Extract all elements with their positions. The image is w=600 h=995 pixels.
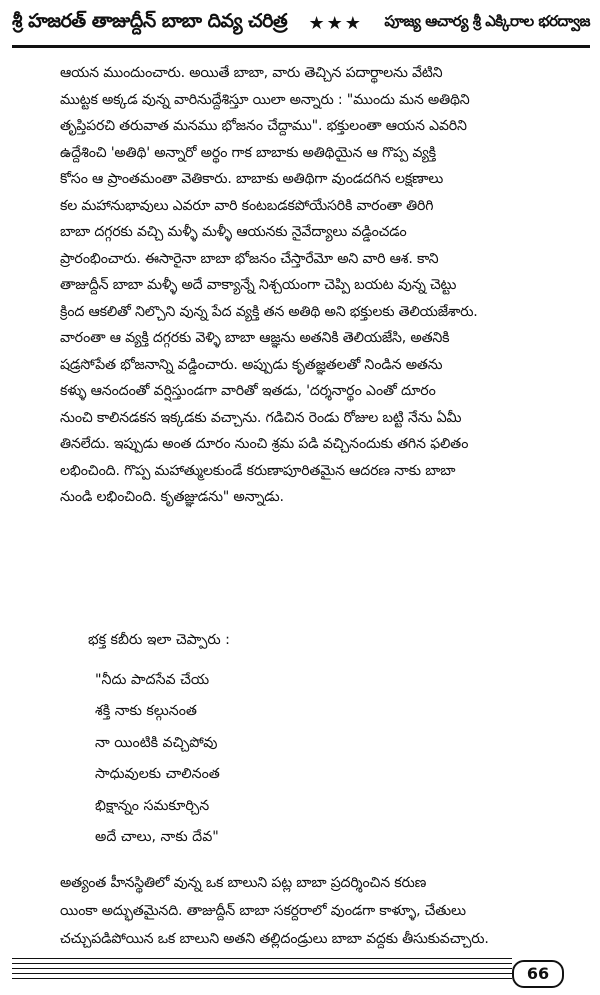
text-line: చచ్చుపడిపోయిన ఒక బాలుని అతని తల్లిదండ్రులు బాబా వద్దకు తీసుకువచ్చారు. [60, 931, 489, 947]
verse-line: అదే చాలు, నాకు దేవ" [95, 828, 219, 845]
book-title: శ్రీ హజరత్ తాజుద్దీన్ బాబా దివ్య చరిత్ర [12, 9, 288, 32]
text-line: ఉద్దేశించి 'అతిథి' అన్నారో అర్థం గాక బాబాకు అతిథియైన ఆ గొప్ప వ్యక్తి [60, 144, 436, 161]
footer-rule-line [12, 968, 512, 969]
text-line: బాబా దగ్గరకు వచ్చి మళ్ళీ మళ్ళీ ఆయనకు నైవేద్యాలు వడ్డించడం [60, 224, 407, 240]
verse-line: భిక్షాన్నం సమకూర్చిన [95, 797, 210, 814]
verse-line: శక్తి నాకు కల్గునంత [95, 703, 197, 720]
text-line: కళ్ళు ఆనందంతో వర్షిస్తుండగా వారితో ఇతడు, 'దర్శనార్థం ఎంతో దూరం [60, 383, 436, 399]
footer-rules [12, 958, 512, 982]
text-line: తినలేదు. ఇప్పుడు అంత దూరం నుంచి శ్రమ పడి వచ్చినందుకు తగిన ఫలితం [60, 436, 469, 452]
kabir-verse [95, 665, 220, 853]
header-divider [12, 45, 590, 48]
text-line: నుంచి కాలినడకన ఇక్కడకు వచ్చాను. గడిచిన రెండు రోజుల బట్టి నేను ఏమీ [60, 409, 462, 426]
verse-line: "నీదు పాదసేవ చేయ [95, 672, 210, 688]
footer-rule-line [12, 963, 512, 964]
text-line: క్రింద ఆకలితో నిల్చొని వున్న పేద వ్యక్తి తన అతిథి అని భక్తులకు తెలియజేశారు. [60, 303, 478, 320]
text-line: నుండి లభించింది. కృతజ్ఞుడను" అన్నాడు. [60, 489, 284, 505]
star-ornaments: ★★★ [308, 12, 363, 34]
text-line: షడ్రసోపేత భోజనాన్ని వడ్డించారు. అప్పుడు కృతజ్ఞతలతో నిండిన అతను [60, 356, 443, 373]
verse-line: సాధువులకు చాలినంత [95, 766, 220, 783]
author-name: పూజ్య ఆచార్య శ్రీ ఎక్కిరాల భరద్వాజ [384, 12, 590, 30]
verse-line: నా యింటికి వచ్చిపోవు [95, 734, 218, 751]
text-line: తృప్తిపరచి తరువాత మనము భోజనం చేద్దాము". భక్తులంతా ఆయన ఎవరిని [60, 118, 467, 134]
footer-rule-line [12, 958, 512, 959]
footer-rule-line [12, 973, 512, 974]
text-line: కల మహానుభావులు ఎవరూ వారి కంటబడకపోయేసరికి వారంతా తిరిగి [60, 197, 434, 214]
text-line: ఆయన ముందుంచారు. అయితే బాబా, వారు తెచ్చిన పదార్థాలను వేటిని [60, 65, 443, 81]
main-paragraph [60, 60, 578, 511]
text-line: వారంతా ఆ వ్యక్తి దగ్గరకు వెళ్ళి బాబా ఆజ్ఞను అతనికి తెలియజేసి, అతనికి [60, 330, 450, 346]
text-line: ముట్టక అక్కడ వున్న వారినుద్దేశిస్తూ యిలా అన్నారు : "ముందు మన అతిథిని [60, 91, 470, 108]
running-header [12, 6, 590, 40]
text-line: ప్రారంభించారు. ఈసారైనా బాబా భోజనం చేస్తారేమో అని వారి ఆశ. కాని [60, 250, 439, 267]
text-line: తాజుద్దీన్ బాబా మళ్ళీ అదే వాక్యాన్నే నిశ్చయంగా చెప్పి బయట వున్న చెట్టు [60, 277, 457, 293]
text-line: అత్యంత హీనస్థితిలో వున్న ఒక బాలుని పట్ల బాబా ప్రదర్శించిన కరుణ [60, 875, 427, 891]
verse-intro: భక్త కబీరు ఇలా చెప్పారు : [88, 632, 230, 648]
text-line: లభించింది. గొప్ప మహాత్ములకుండే కరుణాపూరితమైన ఆదరణ నాకు బాబా [60, 462, 456, 479]
text-line: యింకా అద్భుతమైనది. తాజుద్దీన్ బాబా సకర్దరాలో వుండగా కాళ్ళూ, చేతులు [60, 903, 466, 919]
text-line: కోసం ఆ ప్రాంతమంతా వెతికారు. బాబాకు అతిథిగా వుండదగిన లక్షణాలు [60, 171, 444, 187]
footer-rule-line [12, 978, 512, 979]
closing-paragraph [60, 869, 578, 953]
page-number: 66 [512, 960, 564, 988]
